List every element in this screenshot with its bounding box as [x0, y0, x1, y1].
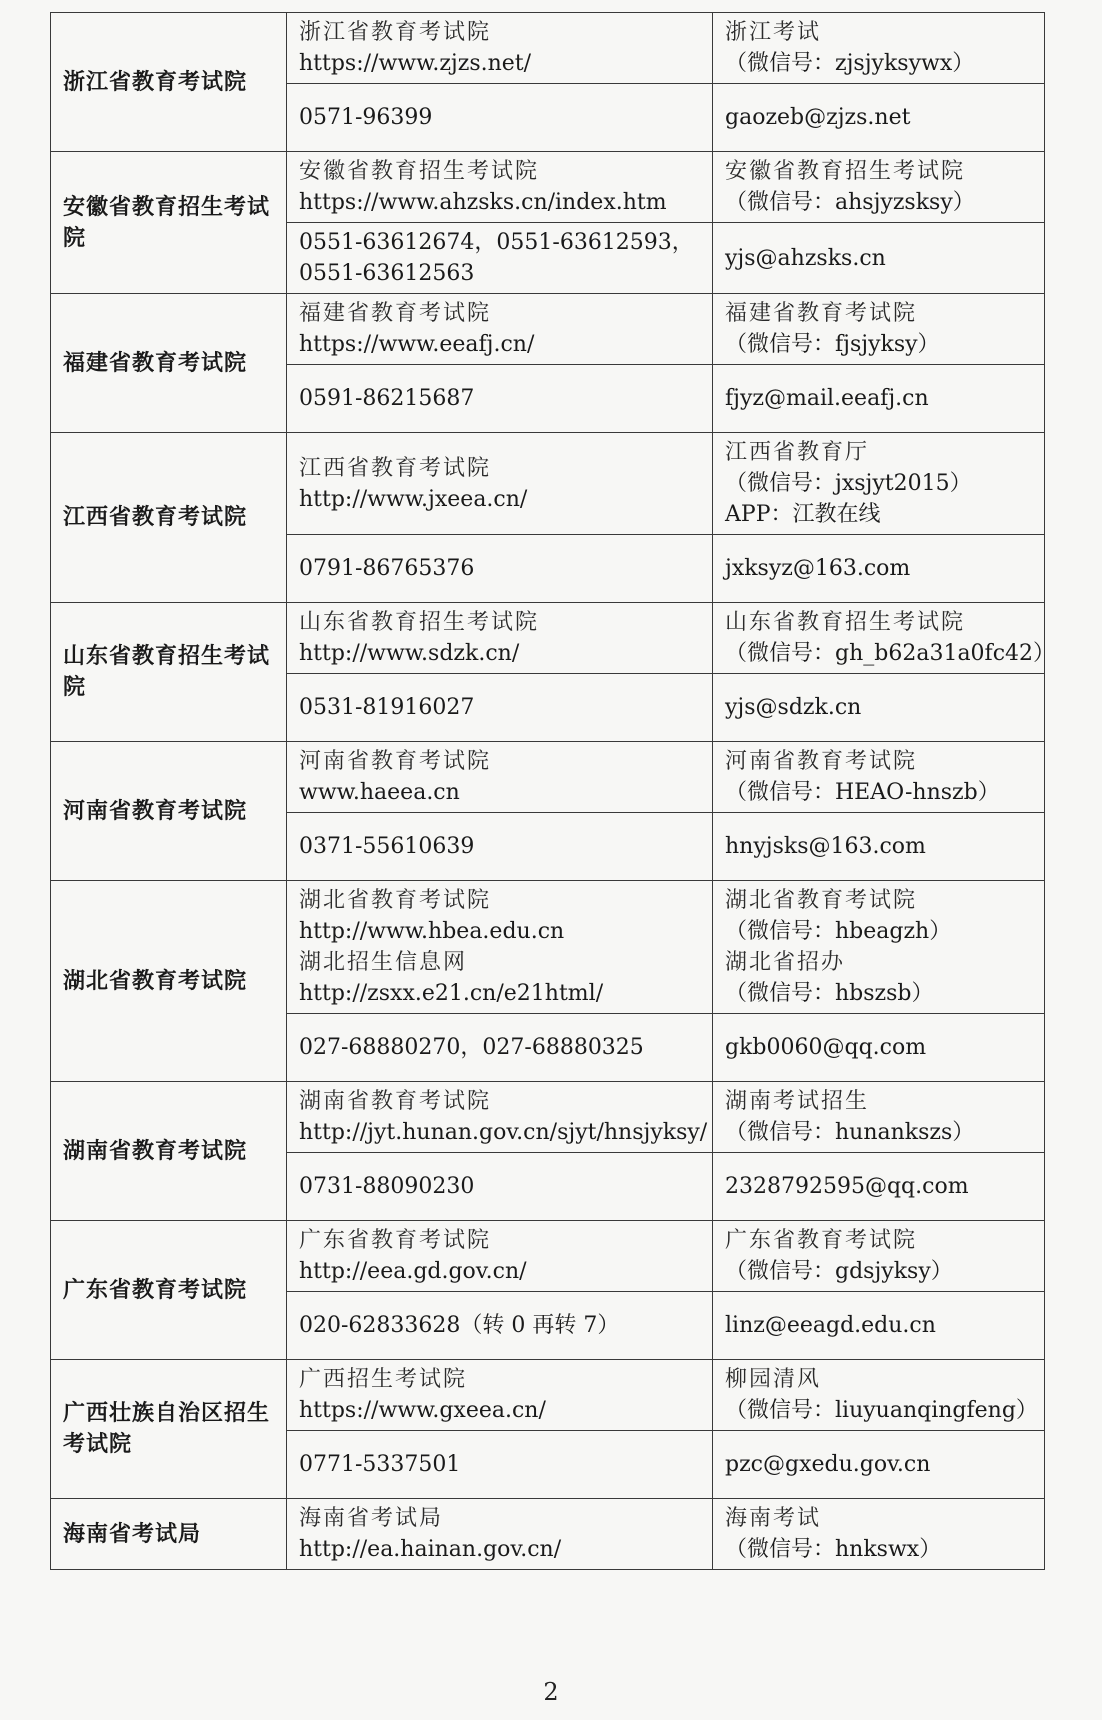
table-row [51, 742, 1045, 813]
wechat-cell [713, 13, 1045, 84]
cell-line: 海南考试 [725, 1506, 822, 1531]
wechat-cell [713, 433, 1045, 535]
cell-line: 0551-63612563 [299, 261, 475, 286]
cell-line: https://www.ahzsks.cn/index.htm [299, 190, 667, 215]
cell-line: 湖北省招办 [725, 950, 846, 975]
cell-line: http://www.jxeea.cn/ [299, 486, 528, 512]
email-cell [713, 813, 1045, 881]
cell-line: gkb0060@qq.com [725, 1035, 927, 1060]
cell-line: www.haeea.cn [299, 780, 460, 805]
cell-line: （微信号：hnkswx） [725, 1537, 942, 1562]
cell-line: 湖北省教育考试院 [299, 888, 492, 913]
cell-line: APP：江教在线 [725, 502, 881, 527]
phone-cell [287, 1014, 713, 1082]
cell-line: https://www.eeafj.cn/ [299, 332, 535, 357]
cell-line: 浙江考试 [725, 20, 822, 45]
page-number: 2 [543, 1678, 559, 1706]
email-cell [713, 1014, 1045, 1082]
cell-line: 福建省教育考试院 [725, 301, 918, 326]
phone-cell [287, 535, 713, 603]
phone-cell [287, 674, 713, 742]
table-row [51, 294, 1045, 365]
phone-cell [287, 1153, 713, 1221]
phone-cell [287, 365, 713, 433]
wechat-cell [713, 1221, 1045, 1292]
phone-cell [287, 1431, 713, 1499]
website-cell [287, 294, 713, 365]
cell-line: jxksyz@163.com [725, 556, 911, 581]
cell-line: https://www.zjzs.net/ [299, 51, 532, 76]
cell-line: 浙江省教育考试院 [299, 20, 492, 45]
institution-name: 广东省教育考试院 [51, 1221, 287, 1360]
cell-line: http://www.hbea.edu.cn [299, 919, 565, 944]
cell-line: （微信号：gdsjyksy） [725, 1259, 953, 1284]
cell-line: hnyjsks@163.com [725, 834, 926, 859]
cell-line: 河南省教育考试院 [299, 749, 492, 774]
cell-line: gaozeb@zjzs.net [725, 105, 911, 130]
table-row [51, 1499, 1045, 1570]
cell-line: 广西招生考试院 [299, 1367, 468, 1392]
table-row [51, 603, 1045, 674]
cell-line: fjyz@mail.eeafj.cn [725, 386, 929, 411]
email-cell [713, 365, 1045, 433]
email-cell [713, 223, 1045, 294]
cell-line: http://jyt.hunan.gov.cn/sjyt/hnsjyksy/ [299, 1120, 708, 1145]
phone-cell [287, 84, 713, 152]
institution-name: 浙江省教育考试院 [51, 13, 287, 152]
cell-line: （微信号：zjsjyksywx） [725, 51, 975, 76]
cell-line: 山东省教育招生考试院 [299, 610, 540, 635]
cell-line: 0731-88090230 [299, 1174, 475, 1199]
website-cell [287, 1082, 713, 1153]
cell-line: 0551-63612674，0551-63612593， [299, 230, 694, 255]
phone-cell [287, 223, 713, 294]
institution-name: 河南省教育考试院 [51, 742, 287, 881]
cell-line: 0571-96399 [299, 105, 433, 130]
wechat-cell [713, 1360, 1045, 1431]
cell-line: 安徽省教育招生考试院 [725, 159, 966, 184]
cell-line: 0371-55610639 [299, 834, 475, 859]
website-cell [287, 742, 713, 813]
table-row [51, 1221, 1045, 1292]
email-cell [713, 535, 1045, 603]
phone-cell [287, 1292, 713, 1360]
email-cell [713, 1431, 1045, 1499]
cell-line: （微信号：hbszsb） [725, 981, 934, 1006]
cell-line: yjs@sdzk.cn [725, 695, 862, 720]
cell-line: （微信号：jxsjyt2015） [725, 471, 972, 496]
table-row [51, 13, 1045, 84]
email-cell [713, 1153, 1045, 1221]
institution-name: 福建省教育考试院 [51, 294, 287, 433]
wechat-cell [713, 152, 1045, 223]
cell-line: linz@eeagd.edu.cn [725, 1313, 936, 1338]
cell-line: 江西省教育考试院 [299, 455, 492, 481]
email-cell [713, 1292, 1045, 1360]
cell-line: http://www.sdzk.cn/ [299, 641, 520, 666]
wechat-cell [713, 1499, 1045, 1570]
institution-name: 江西省教育考试院 [51, 433, 287, 603]
wechat-cell [713, 294, 1045, 365]
contact-table-body [51, 13, 1056, 1570]
institution-name: 湖北省教育考试院 [51, 881, 287, 1082]
cell-line: 海南省考试局 [299, 1506, 444, 1531]
cell-line: 020-62833628（转 0 再转 7） [299, 1313, 620, 1338]
cell-line: http://zsxx.e21.cn/e21html/ [299, 981, 604, 1006]
website-cell [287, 881, 713, 1014]
phone-cell [287, 813, 713, 881]
cell-line: 027-68880270，027-68880325 [299, 1035, 644, 1060]
website-cell [287, 1499, 713, 1570]
cell-line: 广东省教育考试院 [725, 1228, 918, 1253]
cell-line: 0591-86215687 [299, 386, 475, 411]
cell-line: （微信号：fjsjyksy） [725, 332, 940, 357]
cell-line: 湖北省教育考试院 [725, 888, 918, 913]
email-cell [713, 84, 1045, 152]
cell-line: pzc@gxedu.gov.cn [725, 1452, 931, 1477]
cell-line: 柳园清风 [725, 1367, 822, 1392]
website-cell [287, 13, 713, 84]
cell-line: （微信号：liuyuanqingfeng） [725, 1398, 1038, 1423]
cell-line: 福建省教育考试院 [299, 301, 492, 326]
email-cell [713, 674, 1045, 742]
wechat-cell [713, 1082, 1045, 1153]
wechat-cell [713, 603, 1056, 674]
table-row [51, 1082, 1045, 1153]
institution-name: 海南省考试局 [51, 1499, 287, 1570]
cell-line: （微信号：ahsjyzsksy） [725, 190, 975, 215]
table-row [51, 433, 1045, 535]
cell-line: http://ea.hainan.gov.cn/ [299, 1537, 562, 1562]
table-row [51, 152, 1045, 223]
cell-line: http://eea.gd.gov.cn/ [299, 1259, 527, 1284]
cell-line: https://www.gxeea.cn/ [299, 1398, 546, 1423]
cell-line: （微信号：hbeagzh） [725, 919, 952, 944]
contact-table [50, 12, 1056, 1570]
cell-line: 安徽省教育招生考试院 [299, 159, 540, 184]
institution-name: 广西壮族自治区招生考试院 [51, 1360, 287, 1499]
table-row [51, 1360, 1045, 1431]
table-row [51, 881, 1045, 1014]
website-cell [287, 603, 713, 674]
cell-line: 0791-86765376 [299, 556, 475, 581]
cell-line: 湖南考试招生 [725, 1089, 870, 1114]
cell-line: yjs@ahzsks.cn [725, 245, 886, 271]
cell-line: 湖南省教育考试院 [299, 1089, 492, 1114]
cell-line: （微信号：HEAO-hnszb） [725, 780, 1000, 805]
cell-line: 0531-81916027 [299, 695, 475, 720]
cell-line: 广东省教育考试院 [299, 1228, 492, 1253]
cell-line: 湖北招生信息网 [299, 950, 468, 975]
cell-line: （微信号：gh_b62a31a0fc42） [725, 641, 1056, 666]
website-cell [287, 1221, 713, 1292]
wechat-cell [713, 881, 1045, 1014]
cell-line: （微信号：hunankszs） [725, 1120, 975, 1145]
cell-line: 河南省教育考试院 [725, 749, 918, 774]
website-cell [287, 1360, 713, 1431]
cell-line: 0771-5337501 [299, 1452, 461, 1477]
institution-name: 山东省教育招生考试院 [51, 603, 287, 742]
website-cell [287, 152, 713, 223]
institution-name: 安徽省教育招生考试院 [51, 152, 287, 294]
wechat-cell [713, 742, 1045, 813]
cell-line: 江西省教育厅 [725, 440, 870, 465]
cell-line: 2328792595@qq.com [725, 1174, 969, 1199]
institution-name: 湖南省教育考试院 [51, 1082, 287, 1221]
cell-line: 山东省教育招生考试院 [725, 610, 966, 635]
website-cell [287, 433, 713, 535]
